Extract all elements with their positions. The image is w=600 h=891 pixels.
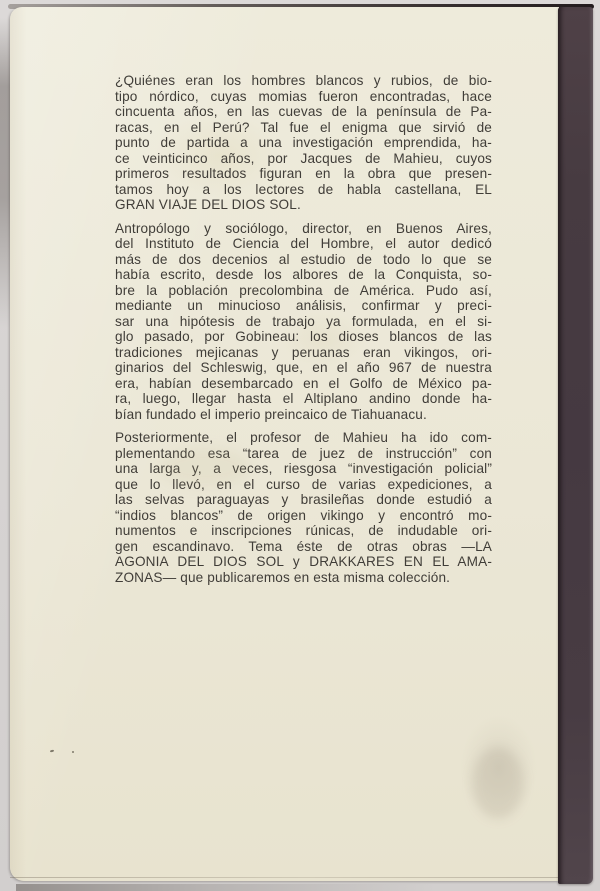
text-line: más de dos decenios al estudio de todo lo que se — [115, 251, 492, 267]
paper-speck — [50, 750, 54, 753]
text-line: había escrito, desde los albores de la Conquista, so- — [115, 267, 492, 282]
text-line: AGONIA DEL DIOS SOL y DRAKKARES EN EL AMA- — [115, 554, 492, 569]
text-line: que lo llevó, en el curso de varias expediciones, a — [115, 476, 492, 492]
page-bottom-crease — [10, 877, 559, 878]
bottom-edge-shadow — [16, 884, 436, 891]
paper-stain — [160, 447, 250, 487]
text-line: racas, en el Perú? Tal fue el enigma que sirvió de — [115, 119, 492, 135]
text-line: las selvas paraguayas y brasileñas donde estudió a — [115, 492, 492, 507]
text-line: punto de partida a una investigación emprendida, ha- — [115, 135, 492, 150]
paper-speck — [72, 751, 74, 753]
text-line: bían fundado el imperio preincaico de Tiahuanacu. — [115, 406, 427, 422]
text-line: tipo nórdico, cuyas momias fueron encontradas, hace — [115, 88, 492, 104]
text-line: cincuenta años, en las cuevas de la península de Pa- — [115, 104, 492, 119]
text-line: glo pasado, por Gobineau: los dioses blancos de las — [115, 329, 492, 344]
text-line: era, habían desembarcado en el Golfo de México pa- — [115, 375, 492, 391]
text-line: bre la población precolombina de América. Pudo así, — [115, 282, 492, 298]
text-line: tradiciones mejicanas y peruanas eran vikingos, ori- — [115, 344, 492, 360]
text-line: ginarios del Schleswig, que, en el año 967 de nuestra — [115, 360, 492, 375]
text-line: Antropólogo y sociólogo, director, en Buenos Aires, — [115, 220, 492, 236]
text-line: GRAN VIAJE DEL DIOS SOL. — [115, 197, 301, 212]
text-line: del Instituto de Ciencia del Hombre, el autor dedicó — [115, 236, 492, 251]
text-line: sar una hipótesis de trabajo ya formulada, en el si- — [115, 313, 492, 329]
text-line: una larga y, a veces, riesgosa “investigación policial” — [115, 461, 492, 476]
text-line: “indios blancos” de origen vikingo y encontró mo- — [115, 507, 492, 523]
paragraph — [115, 221, 492, 423]
text-line: ZONAS— que publicaremos en esta misma colección. — [115, 569, 451, 585]
book-spine — [558, 7, 593, 884]
back-cover-page — [10, 7, 559, 881]
text-line: ra, luego, llegar hasta el Altiplano andino donde ha- — [115, 391, 492, 406]
text-line: plementando esa “tarea de juez de instrucción” con — [115, 445, 492, 461]
paper-smudge — [472, 747, 524, 819]
text-line: mediante un minucioso análisis, confirmar y preci- — [115, 298, 492, 313]
text-line: tamos hoy a los lectores de habla castellana, EL — [115, 181, 492, 197]
text-line: ¿Quiénes eran los hombres blancos y rubios, de bio- — [115, 73, 492, 88]
text-line: ce veinticinco años, por Jacques de Mahieu, cuyos — [115, 150, 492, 166]
paragraph — [115, 73, 492, 213]
text-line: Posteriormente, el profesor de Mahieu ha ido com- — [115, 430, 492, 445]
back-cover-text — [115, 73, 492, 593]
text-line: numentos e inscripciones rúnicas, de indudable ori- — [115, 523, 492, 538]
text-line: primeros resultados figuran en la obra que presen- — [115, 166, 492, 181]
text-line: gen escandinavo. Tema éste de otras obras —LA — [115, 538, 492, 554]
